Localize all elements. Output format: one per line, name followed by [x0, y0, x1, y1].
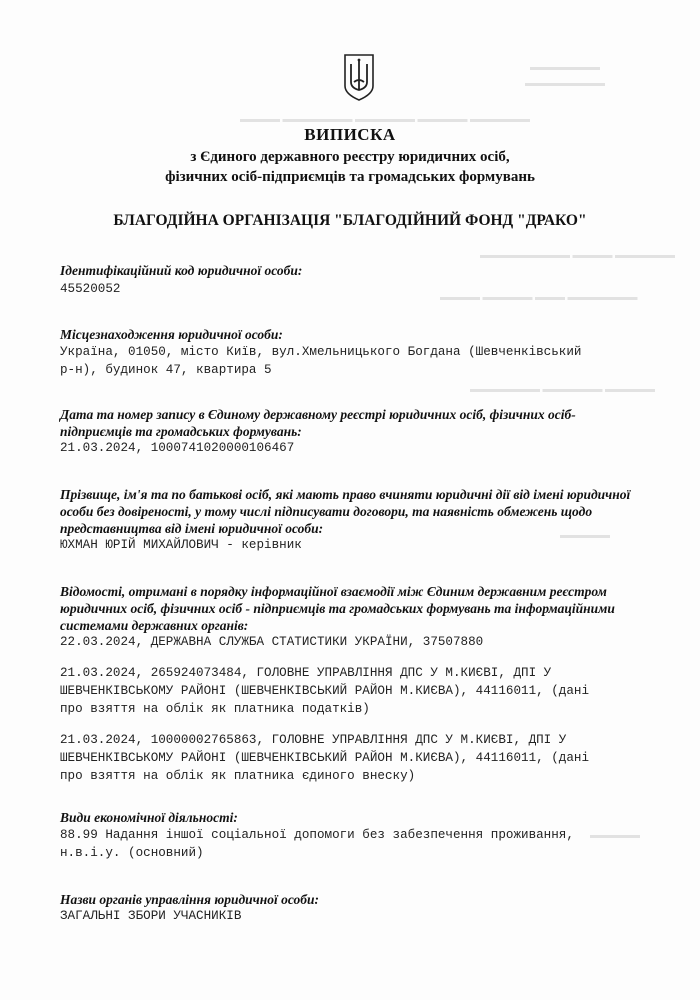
- signatories-label-line3: представництва від імені юридичної особи:: [60, 521, 324, 536]
- management-label: Назви органів управління юридичної особи:: [60, 892, 320, 907]
- registration-value: 21.03.2024, 1000741020000106467: [60, 441, 295, 455]
- state-info-entry3-line3: про взяття на облік як платника єдиного внеску): [60, 769, 416, 783]
- address-value-line1: Україна, 01050, місто Київ, вул.Хмельницького Богдана (Шевченківський: [60, 345, 582, 359]
- id-code-value: 45520052: [60, 282, 121, 296]
- state-info-entry1: 22.03.2024, ДЕРЖАВНА СЛУЖБА СТАТИСТИКИ УКРАЇНИ, 37507880: [60, 635, 484, 649]
- tryzub-emblem-icon: [342, 52, 376, 102]
- state-info-entry3-line2: ШЕВЧЕНКІВСЬКОМУ РАЙОНІ (ШЕВЧЕНКІВСЬКИЙ РАЙОН М.КИЄВА), 44116011, (дані: [60, 751, 590, 765]
- state-info-entry2-line1: 21.03.2024, 265924073484, ГОЛОВНЕ УПРАВЛІННЯ ДПС У М.КИЄВІ, ДПІ У: [60, 666, 552, 680]
- state-info-label-line3: системами державних органів:: [60, 618, 249, 633]
- registration-label-line2: підприємців та громадських формувань:: [60, 424, 302, 439]
- document-page: ▬▬▬▬▬▬▬ ▬▬▬▬▬▬▬▬ ▬▬▬▬ ▬▬▬▬▬▬▬ ▬▬▬▬▬▬ ▬▬▬▬▬ ▬▬▬▬▬▬ ▬▬▬▬▬▬▬▬▬ ▬▬▬▬ ▬▬▬▬▬▬ ▬▬▬▬ ▬▬▬▬▬ ▬▬▬ ▬▬▬▬▬▬▬ ▬▬▬▬▬▬▬ ▬▬▬▬▬▬ ▬▬▬▬▬ ▬▬▬▬▬ ▬▬▬▬▬ ВИПИСКА з Єдиного державного реєстру юридичних осіб, фізичних осіб-підприємців та громадських формувань БЛАГОДІЙНА ОРГАНІЗАЦІЯ "БЛАГОДІЙНИЙ ФОНД "ДРАКО" Ідентифікаційний код юридичної особи: 45520052 Місцезнаходження юридичної особи: Україна, 01050, місто Київ, вул.Хмельницького Богдана (Шевченківський р-н), будинок 47, квартира 5 Дата та номер запису в Єдиному державному реєстрі юридичних осіб, фізичних осіб- підприємців та громадських формувань: 21.03.2024, 1000741020000106467 Прізвище, ім'я та по батькові осіб, які мають право вчиняти юридичні дії від імені юридичної особи без довіреності, у тому числі підписувати договори, та наявність обмежень щодо представництва від імені юридичної особи: ЮХМАН ЮРІЙ МИХАЙЛОВИЧ - керівник Відомості, отримані в порядку інформаційної взаємодії між Єдиним державним реєстром юридичних осіб, фізичних осіб - підприємців та громадських формувань та інформаційними системами державних органів: 22.03.2024, ДЕРЖАВНА СЛУЖБА СТАТИСТИКИ УКРАЇНИ, 37507880 21.03.2024, 265924073484, ГОЛОВНЕ УПРАВЛІННЯ ДПС У М.КИЄВІ, ДПІ У ШЕВЧЕНКІВСЬКОМУ РАЙОНІ (ШЕВЧЕНКІВСЬКИЙ РАЙОН М.КИЄВА), 44116011, (дані про взяття на облік як платника податків) 21.03.2024, 10000002765863, ГОЛОВНЕ УПРАВЛІННЯ ДПС У М.КИЄВІ, ДПІ У ШЕВЧЕНКІВСЬКОМУ РАЙОНІ (ШЕВЧЕНКІВСЬКИЙ РАЙОН М.КИЄВА), 44116011, (дані про взяття на облік як платника єдиного внеску) Види економічної діяльності: 88.99 Надання іншої соціальної допомоги без забезпечення проживання, н.в.і.у. (основний) Назви органів управління юридичної особи: ЗАГАЛЬНІ ЗБОРИ УЧАСНИКІВ: [0, 0, 700, 1000]
- signatories-label-line1: Прізвище, ім'я та по батькові осіб, які мають право вчиняти юридичні дії від імені юридичної: [60, 487, 631, 502]
- document-subtitle-line2: фізичних осіб-підприємців та громадських формувань: [165, 169, 535, 185]
- state-info-label-line1: Відомості, отримані в порядку інформаційної взаємодії між Єдиним державним реєстром: [60, 584, 607, 599]
- state-info-entry3-line1: 21.03.2024, 10000002765863, ГОЛОВНЕ УПРАВЛІННЯ ДПС У М.КИЄВІ, ДПІ У: [60, 733, 567, 747]
- management-value: ЗАГАЛЬНІ ЗБОРИ УЧАСНИКІВ: [60, 909, 242, 923]
- address-label: Місцезнаходження юридичної особи:: [60, 327, 283, 342]
- state-info-label-line2: юридичних осіб, фізичних осіб - підприємців та громадських формувань та інформаційними: [60, 601, 615, 616]
- document-subtitle-line1: з Єдиного державного реєстру юридичних осіб,: [190, 149, 510, 165]
- registration-label-line1: Дата та номер запису в Єдиному державному реєстрі юридичних осіб, фізичних осіб-: [60, 407, 576, 422]
- signatories-label-line2: особи без довіреності, у тому числі підписувати договори, та наявність обмежень щодо: [60, 504, 593, 519]
- state-info-entry2-line3: про взяття на облік як платника податків): [60, 702, 370, 716]
- organization-name: БЛАГОДІЙНА ОРГАНІЗАЦІЯ "БЛАГОДІЙНИЙ ФОНД "ДРАКО": [113, 212, 587, 229]
- address-value-line2: р-н), будинок 47, квартира 5: [60, 363, 272, 377]
- activities-value-line1: 88.99 Надання іншої соціальної допомоги без забезпечення проживання,: [60, 828, 574, 842]
- signatories-value: ЮХМАН ЮРІЙ МИХАЙЛОВИЧ - керівник: [60, 538, 302, 552]
- state-info-entry2-line2: ШЕВЧЕНКІВСЬКОМУ РАЙОНІ (ШЕВЧЕНКІВСЬКИЙ РАЙОН М.КИЄВА), 44116011, (дані: [60, 684, 590, 698]
- activities-value-line2: н.в.і.у. (основний): [60, 846, 204, 860]
- id-code-label: Ідентифікаційний код юридичної особи:: [60, 263, 303, 278]
- document-title: ВИПИСКА: [304, 125, 396, 144]
- activities-label: Види економічної діяльності:: [60, 810, 238, 825]
